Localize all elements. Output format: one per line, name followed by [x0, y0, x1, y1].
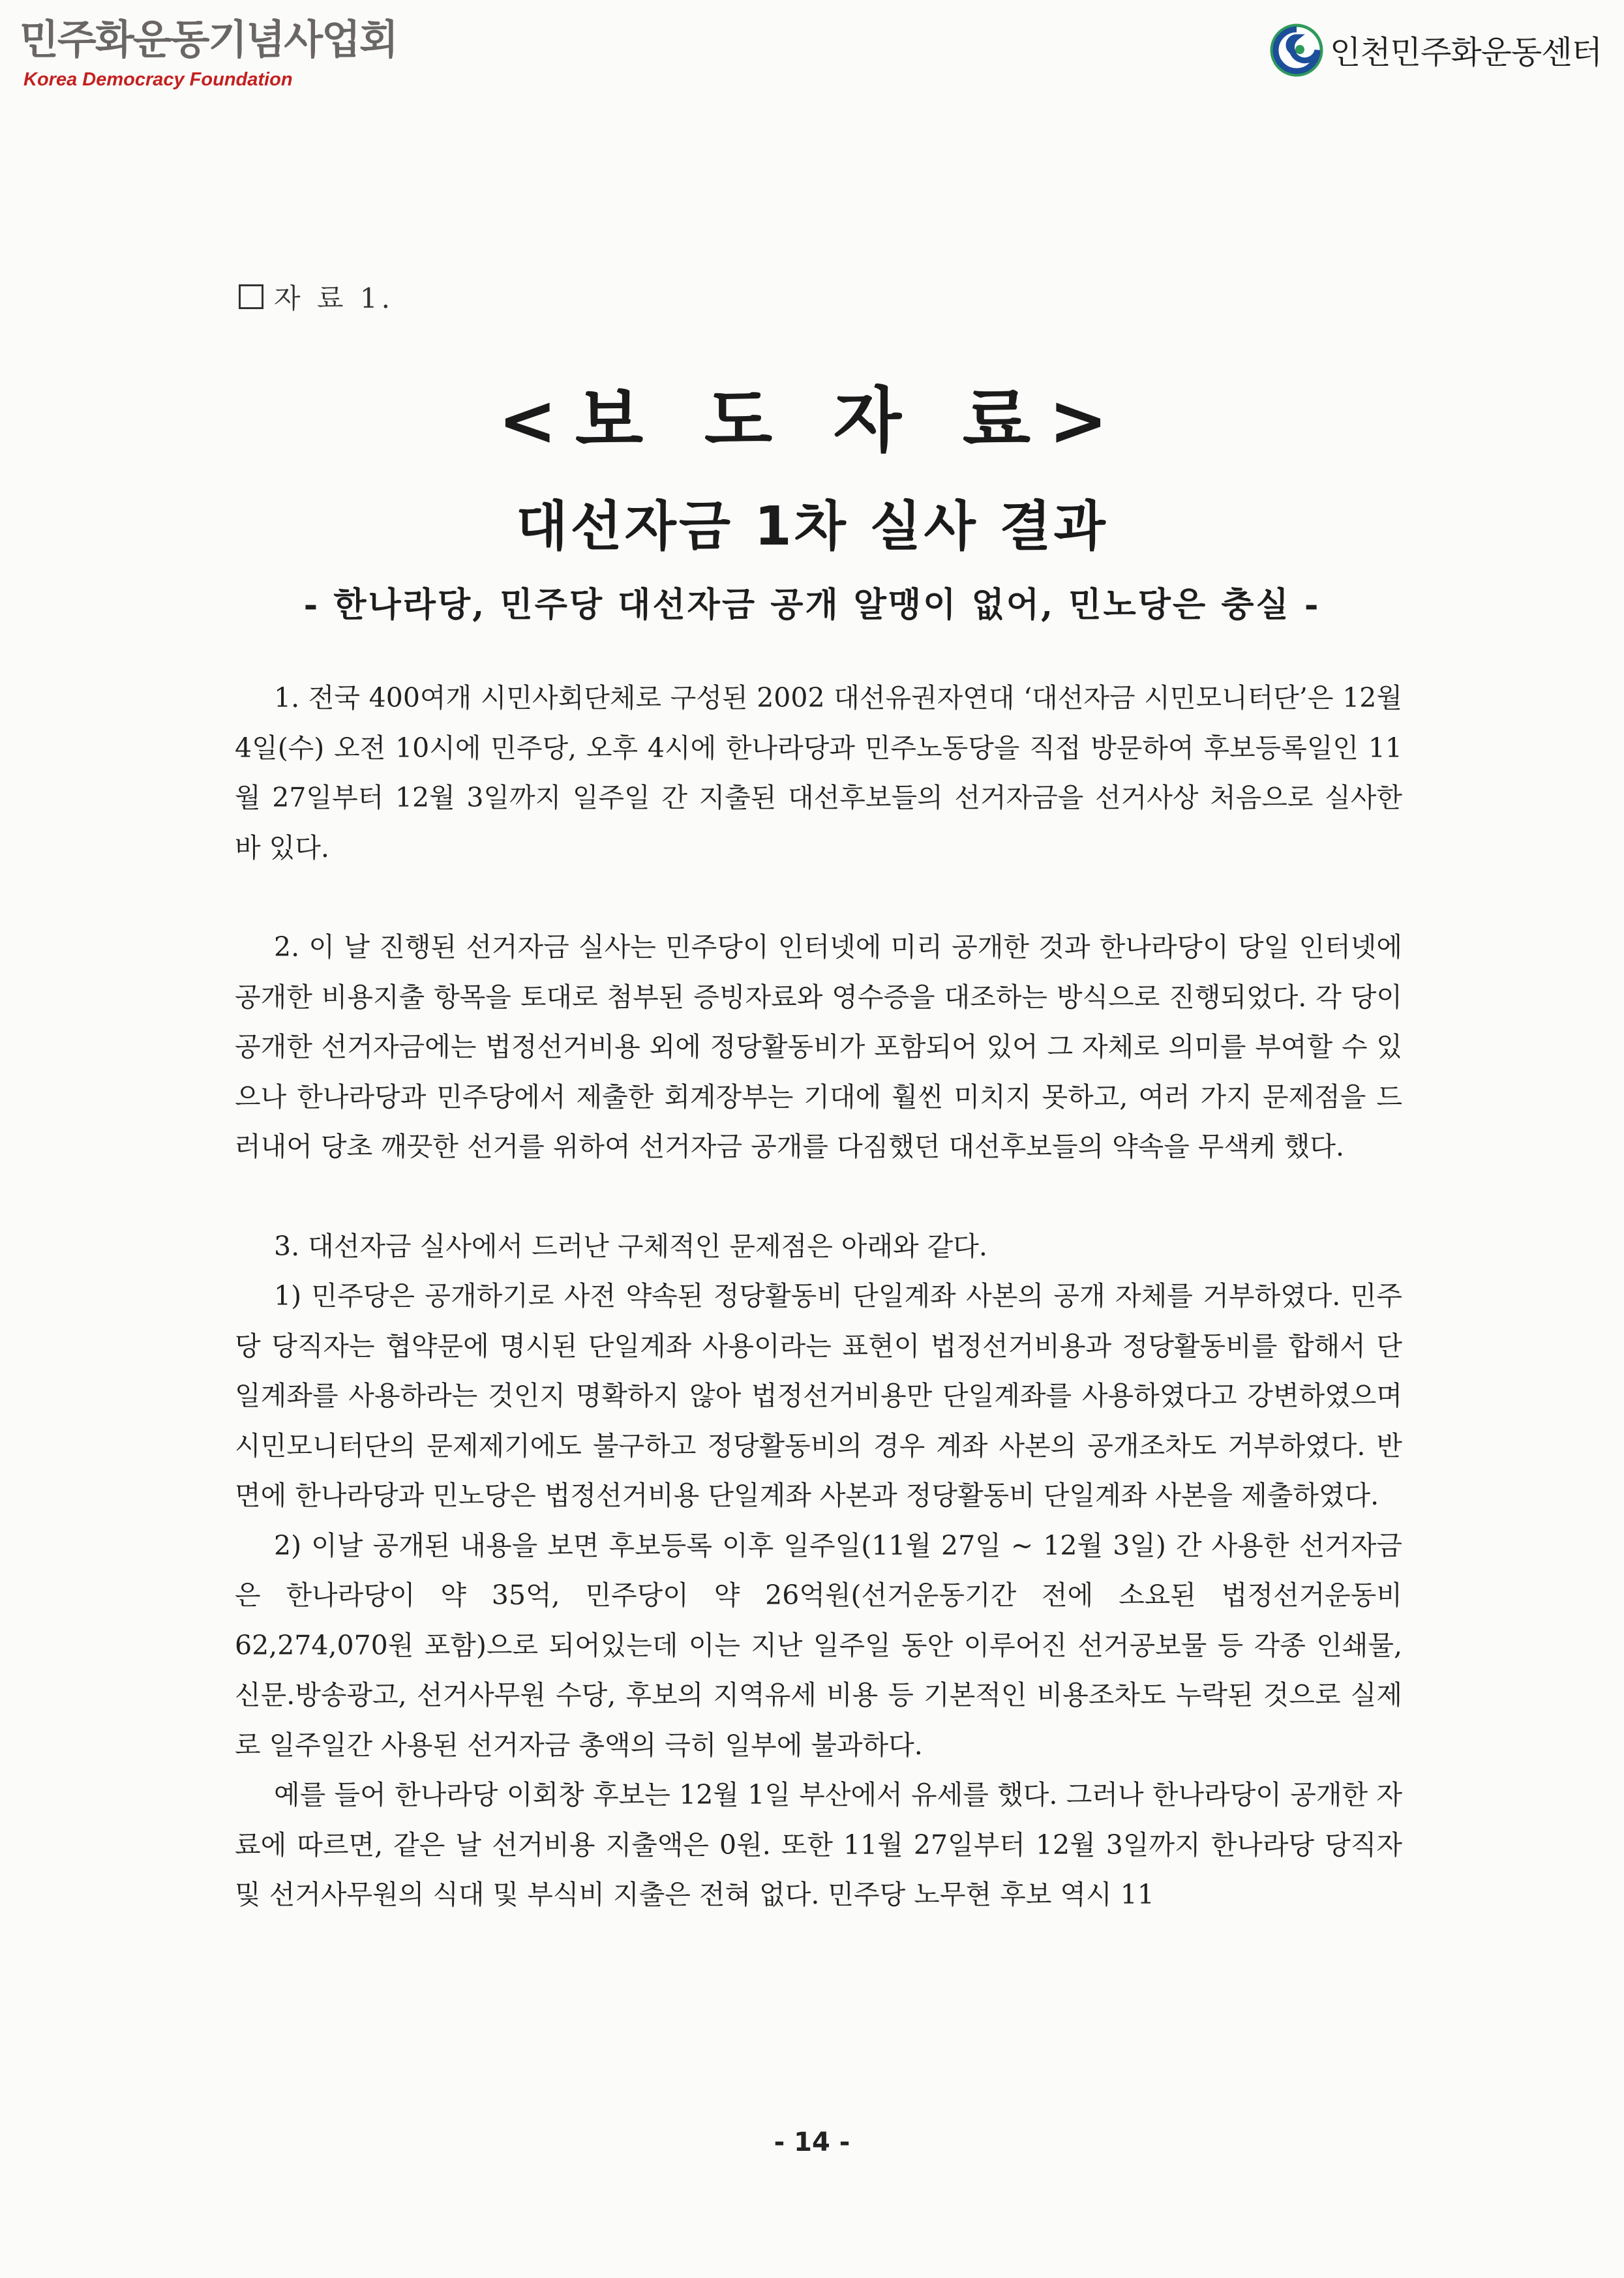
page-title: 대선자금 1차 실사 결과	[516, 496, 1108, 558]
checkbox-square-icon	[239, 284, 263, 309]
paragraph-2: 2. 이 날 진행된 선거자금 실사는 민주당이 인터넷에 미리 공개한 것과 한나라당이 당일 인터넷에 공개한 비용지출 항목을 토대로 첨부된 증빙자료와 영수증을 대조하는 방식으로 진행되었다. 각 당이 공개한 선거자금에는 법정선거비용 외에 정당활동비가 포함되어 있어 그 자체로 의미를 부여할 수 있으나 한나라당과 민주당에서 제출한 회계장부는 기대에 훨씬 미치지 못하고, 여러 가지 문제점을 드러내어 당초 깨끗한 선거를 위하여 선거자금 공개를 다짐했던 대선후보들의 약속을 무색케 했다.	[235, 931, 1403, 1162]
kdf-logo-korean: 민주화운동기념사업회	[20, 16, 397, 63]
section-label-text: 자 료 1.	[274, 282, 394, 314]
incheon-center-logo	[1270, 23, 1602, 77]
swirl-emblem-icon	[1270, 23, 1323, 77]
paragraph-3-item-1: 1) 민주당은 공개하기로 사전 약속된 정당활동비 단일계좌 사본의 공개 자체를 거부하였다. 민주당 당직자는 협약문에 명시된 단일계좌 사용이라는 표현이 법정선거비용과 정당활동비를 합해서 단일계좌를 사용하라는 것인지 명확하지 않아 법정선거비용만 단일계좌를 사용하였다고 강변하였으며 시민모니터단의 문제제기에도 불구하고 정당활동비의 경우 계좌 사본의 공개조차도 거부하였다. 반면에 한나라당과 민노당은 법정선거비용 단일계좌 사본과 정당활동비 단일계좌 사본을 제출하였다.	[235, 1280, 1402, 1511]
incheon-center-name: 인천민주화운동센터	[1329, 34, 1602, 71]
page-subtitle: - 한나라당, 민주당 대선자금 공개 알맹이 없어, 민노당은 충실 -	[303, 585, 1321, 625]
section-label	[239, 277, 394, 316]
paragraph-example: 예를 들어 한나라당 이회창 후보는 12월 1일 부산에서 유세를 했다. 그러나 한나라당이 공개한 자료에 따르면, 같은 날 선거비용 지출액은 0원. 또한 11월 27일부터 12월 3일까지 한나라당 당직자 및 선거사무원의 식대 및 부식비 지출은 전혀 없다. 민주당 노무현 후보 역시 11	[235, 1779, 1402, 1910]
paragraph-3-heading: 3. 대선자금 실사에서 드러난 구체적인 문제점은 아래와 같다.	[274, 1230, 987, 1262]
kdf-logo-english: Korea Democracy Foundation	[23, 69, 293, 90]
press-release-heading: <보 도 자 료>	[498, 380, 1126, 462]
paragraph-1: 1. 전국 400여개 시민사회단체로 구성된 2002 대선유권자연대 ‘대선자금 시민모니터단’은 12월 4일(수) 오전 10시에 민주당, 오후 4시에 한나라당과 민주노동당을 직접 방문하여 후보등록일인 11월 27일부터 12월 3일까지 일주일 간 지출된 대선후보들의 선거자금을 선거사상 처음으로 실사한 바 있다.	[235, 682, 1402, 863]
paragraph-3-item-2: 2) 이날 공개된 내용을 보면 후보등록 이후 일주일(11월 27일 ~ 12월 3일) 간 사용한 선거자금은 한나라당이 약 35억, 민주당이 약 26억원(선거운동기간 전에 소요된 법정선거운동비 62,274,070원 포함)으로 되어있는데 이는 지난 일주일 동안 이루어진 선거공보물 등 각종 인쇄물, 신문.방송광고, 선거사무원 수당, 후보의 지역유세 비용 등 기본적인 비용조차도 누락된 것으로 실제로 일주일간 사용된 선거자금 총액의 극히 일부에 불과하다.	[235, 1529, 1402, 1761]
page-number: - 14 -	[774, 2127, 850, 2157]
document-body	[235, 673, 1402, 1920]
kdf-logo	[20, 16, 397, 91]
